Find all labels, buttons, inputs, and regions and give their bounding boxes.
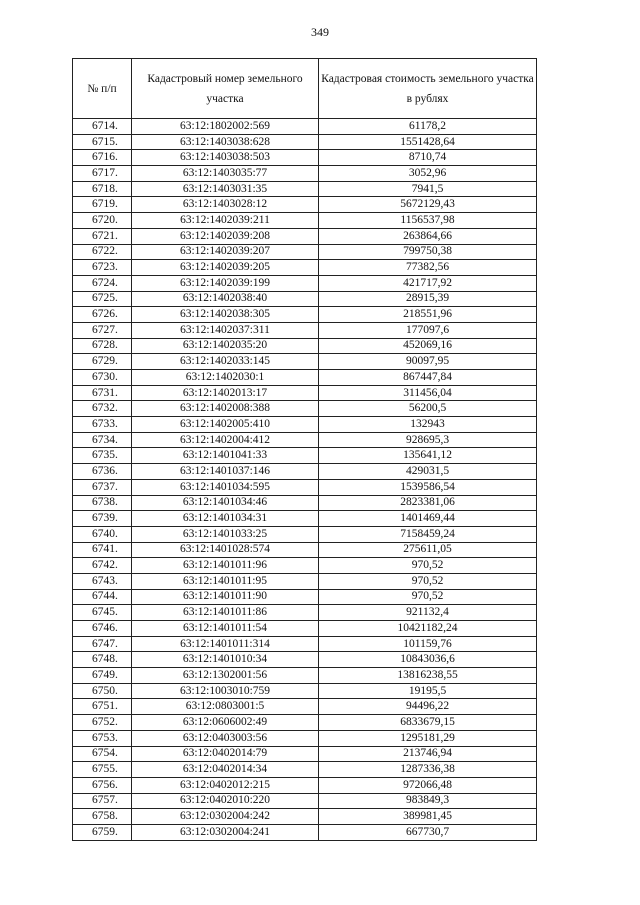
table-row — [73, 746, 537, 762]
table-row — [73, 432, 537, 448]
cadastral-value: 77382,56 — [319, 260, 537, 276]
table-row — [73, 448, 537, 464]
row-number: 6725. — [73, 291, 132, 307]
table-row — [73, 307, 537, 323]
cadastral-value: 867447,84 — [319, 370, 537, 386]
table-row — [73, 793, 537, 809]
cadastral-number: 63:12:1802002:569 — [132, 119, 319, 135]
table-row — [73, 621, 537, 637]
row-number: 6723. — [73, 260, 132, 276]
row-number: 6759. — [73, 824, 132, 840]
cadastral-value: 132943 — [319, 417, 537, 433]
cadastral-number: 63:12:1402035:20 — [132, 338, 319, 354]
cadastral-number: 63:12:1401034:31 — [132, 511, 319, 527]
cadastral-value: 1539586,54 — [319, 479, 537, 495]
row-number: 6724. — [73, 275, 132, 291]
row-number: 6717. — [73, 166, 132, 182]
row-number: 6757. — [73, 793, 132, 809]
header-cadastral-value: Кадастровая стоимость земельного участка в рублях — [319, 59, 537, 119]
cadastral-number: 63:12:1402039:205 — [132, 260, 319, 276]
cadastral-number: 63:12:0402014:34 — [132, 762, 319, 778]
cadastral-number: 63:12:1403038:628 — [132, 134, 319, 150]
row-number: 6731. — [73, 385, 132, 401]
row-number: 6715. — [73, 134, 132, 150]
row-number: 6737. — [73, 479, 132, 495]
row-number: 6730. — [73, 370, 132, 386]
cadastral-value: 983849,3 — [319, 793, 537, 809]
cadastral-value: 5672129,43 — [319, 197, 537, 213]
cadastral-number: 63:12:1401011:96 — [132, 558, 319, 574]
cadastral-value: 970,52 — [319, 589, 537, 605]
row-number: 6745. — [73, 605, 132, 621]
table-row — [73, 228, 537, 244]
cadastral-number: 63:12:0403003:56 — [132, 730, 319, 746]
table-row — [73, 338, 537, 354]
row-number: 6721. — [73, 228, 132, 244]
table-row — [73, 150, 537, 166]
row-number: 6729. — [73, 354, 132, 370]
cadastral-number: 63:12:1402039:208 — [132, 228, 319, 244]
row-number: 6758. — [73, 809, 132, 825]
row-number: 6755. — [73, 762, 132, 778]
cadastral-number: 63:12:1401011:54 — [132, 621, 319, 637]
cadastral-number: 63:12:1401034:595 — [132, 479, 319, 495]
cadastral-number: 63:12:1402039:199 — [132, 275, 319, 291]
table-row — [73, 699, 537, 715]
table-row — [73, 166, 537, 182]
cadastral-number: 63:12:1403031:35 — [132, 181, 319, 197]
cadastral-number: 63:12:1402005:410 — [132, 417, 319, 433]
cadastral-value: 28915,39 — [319, 291, 537, 307]
table-row — [73, 479, 537, 495]
table-row — [73, 275, 537, 291]
cadastral-number: 63:12:1401037:146 — [132, 464, 319, 480]
cadastral-number: 63:12:1402030:1 — [132, 370, 319, 386]
cadastral-number: 63:12:1402038:305 — [132, 307, 319, 323]
cadastral-value: 1287336,38 — [319, 762, 537, 778]
row-number: 6740. — [73, 526, 132, 542]
row-number: 6719. — [73, 197, 132, 213]
cadastral-value: 970,52 — [319, 573, 537, 589]
table-row — [73, 777, 537, 793]
cadastral-value: 452069,16 — [319, 338, 537, 354]
cadastral-table — [72, 58, 537, 841]
row-number: 6750. — [73, 683, 132, 699]
cadastral-number: 63:12:1401033:25 — [132, 526, 319, 542]
table-row — [73, 385, 537, 401]
cadastral-number: 63:12:0302004:242 — [132, 809, 319, 825]
cadastral-number: 63:12:0402012:215 — [132, 777, 319, 793]
cadastral-number: 63:12:0402010:220 — [132, 793, 319, 809]
cadastral-value: 928695,3 — [319, 432, 537, 448]
cadastral-value: 177097,6 — [319, 322, 537, 338]
row-number: 6714. — [73, 119, 132, 135]
table-row — [73, 354, 537, 370]
table-header-row — [73, 59, 537, 119]
table-row — [73, 464, 537, 480]
row-number: 6744. — [73, 589, 132, 605]
cadastral-value: 56200,5 — [319, 401, 537, 417]
cadastral-number: 63:12:1401011:90 — [132, 589, 319, 605]
cadastral-number: 63:12:1402008:388 — [132, 401, 319, 417]
cadastral-number: 63:12:1403028:12 — [132, 197, 319, 213]
cadastral-value: 61178,2 — [319, 119, 537, 135]
cadastral-number: 63:12:1402037:311 — [132, 322, 319, 338]
table-row — [73, 401, 537, 417]
cadastral-value: 799750,38 — [319, 244, 537, 260]
cadastral-value: 972066,48 — [319, 777, 537, 793]
cadastral-value: 135641,12 — [319, 448, 537, 464]
cadastral-value: 3052,96 — [319, 166, 537, 182]
cadastral-number: 63:12:1401041:33 — [132, 448, 319, 464]
row-number: 6739. — [73, 511, 132, 527]
cadastral-value: 1401469,44 — [319, 511, 537, 527]
row-number: 6716. — [73, 150, 132, 166]
cadastral-value: 90097,95 — [319, 354, 537, 370]
cadastral-number: 63:12:1401034:46 — [132, 495, 319, 511]
cadastral-value: 429031,5 — [319, 464, 537, 480]
table-row — [73, 809, 537, 825]
row-number: 6734. — [73, 432, 132, 448]
row-number: 6742. — [73, 558, 132, 574]
table-row — [73, 134, 537, 150]
table-row — [73, 213, 537, 229]
row-number: 6732. — [73, 401, 132, 417]
table-row — [73, 558, 537, 574]
table-row — [73, 715, 537, 731]
table-row — [73, 322, 537, 338]
row-number: 6747. — [73, 636, 132, 652]
cadastral-value: 1156537,98 — [319, 213, 537, 229]
row-number: 6718. — [73, 181, 132, 197]
cadastral-number: 63:12:1402013:17 — [132, 385, 319, 401]
cadastral-value: 1551428,64 — [319, 134, 537, 150]
table-row — [73, 589, 537, 605]
cadastral-number: 63:12:1401010:34 — [132, 652, 319, 668]
cadastral-value: 1295181,29 — [319, 730, 537, 746]
table-row — [73, 652, 537, 668]
cadastral-number: 63:12:1402033:145 — [132, 354, 319, 370]
row-number: 6753. — [73, 730, 132, 746]
table-row — [73, 526, 537, 542]
table-row — [73, 197, 537, 213]
row-number: 6720. — [73, 213, 132, 229]
table-row — [73, 542, 537, 558]
table-row — [73, 636, 537, 652]
cadastral-number: 63:12:0606002:49 — [132, 715, 319, 731]
table-row — [73, 683, 537, 699]
row-number: 6752. — [73, 715, 132, 731]
row-number: 6736. — [73, 464, 132, 480]
cadastral-number: 63:12:1302001:56 — [132, 668, 319, 684]
cadastral-number: 63:12:0302004:241 — [132, 824, 319, 840]
cadastral-value: 667730,7 — [319, 824, 537, 840]
cadastral-number: 63:12:0803001:5 — [132, 699, 319, 715]
cadastral-number: 63:12:1003010:759 — [132, 683, 319, 699]
table-row — [73, 730, 537, 746]
row-number: 6746. — [73, 621, 132, 637]
table-row — [73, 573, 537, 589]
table-row — [73, 244, 537, 260]
cadastral-number: 63:12:0402014:79 — [132, 746, 319, 762]
table-row — [73, 824, 537, 840]
cadastral-value: 7158459,24 — [319, 526, 537, 542]
row-number: 6726. — [73, 307, 132, 323]
header-cadastral-number: Кадастровый номер земельного участка — [132, 59, 319, 119]
row-number: 6751. — [73, 699, 132, 715]
row-number: 6754. — [73, 746, 132, 762]
table-row — [73, 370, 537, 386]
cadastral-value: 7941,5 — [319, 181, 537, 197]
cadastral-number: 63:12:1401011:95 — [132, 573, 319, 589]
cadastral-number: 63:12:1402039:211 — [132, 213, 319, 229]
cadastral-value: 13816238,55 — [319, 668, 537, 684]
table-row — [73, 762, 537, 778]
table-row — [73, 119, 537, 135]
cadastral-value: 8710,74 — [319, 150, 537, 166]
cadastral-value: 2823381,06 — [319, 495, 537, 511]
page-number: 349 — [311, 25, 329, 39]
cadastral-number: 63:12:1401028:574 — [132, 542, 319, 558]
cadastral-value: 19195,5 — [319, 683, 537, 699]
row-number: 6748. — [73, 652, 132, 668]
cadastral-value: 921132,4 — [319, 605, 537, 621]
cadastral-number: 63:12:1401011:86 — [132, 605, 319, 621]
row-number: 6749. — [73, 668, 132, 684]
cadastral-number: 63:12:1402038:40 — [132, 291, 319, 307]
cadastral-value: 213746,94 — [319, 746, 537, 762]
row-number: 6735. — [73, 448, 132, 464]
table-row — [73, 181, 537, 197]
cadastral-value: 101159,76 — [319, 636, 537, 652]
table-row — [73, 668, 537, 684]
table-row — [73, 605, 537, 621]
cadastral-number: 63:12:1401011:314 — [132, 636, 319, 652]
row-number: 6743. — [73, 573, 132, 589]
row-number: 6727. — [73, 322, 132, 338]
cadastral-number: 63:12:1402004:412 — [132, 432, 319, 448]
row-number: 6738. — [73, 495, 132, 511]
row-number: 6741. — [73, 542, 132, 558]
cadastral-value: 389981,45 — [319, 809, 537, 825]
cadastral-value: 311456,04 — [319, 385, 537, 401]
row-number: 6756. — [73, 777, 132, 793]
cadastral-value: 275611,05 — [319, 542, 537, 558]
header-number: № п/п — [73, 59, 132, 119]
cadastral-number: 63:12:1402039:207 — [132, 244, 319, 260]
table-row — [73, 260, 537, 276]
cadastral-value: 94496,22 — [319, 699, 537, 715]
cadastral-value: 218551,96 — [319, 307, 537, 323]
cadastral-value: 10843036,6 — [319, 652, 537, 668]
table-row — [73, 511, 537, 527]
row-number: 6728. — [73, 338, 132, 354]
cadastral-number: 63:12:1403035:77 — [132, 166, 319, 182]
table-row — [73, 417, 537, 433]
cadastral-value: 421717,92 — [319, 275, 537, 291]
cadastral-value: 263864,66 — [319, 228, 537, 244]
table-row — [73, 495, 537, 511]
table-row — [73, 291, 537, 307]
cadastral-number: 63:12:1403038:503 — [132, 150, 319, 166]
row-number: 6733. — [73, 417, 132, 433]
cadastral-value: 970,52 — [319, 558, 537, 574]
cadastral-value: 6833679,15 — [319, 715, 537, 731]
cadastral-value: 10421182,24 — [319, 621, 537, 637]
row-number: 6722. — [73, 244, 132, 260]
